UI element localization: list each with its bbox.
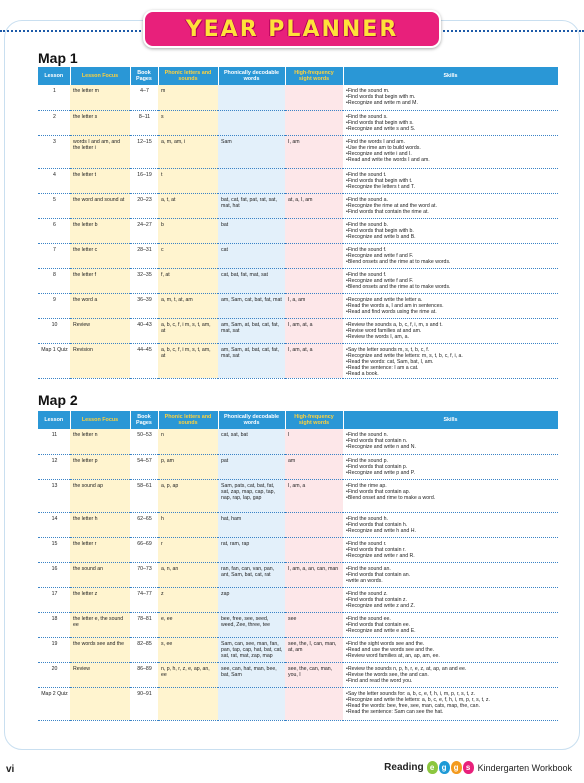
skill-item: • Recognize the rime at and the word at. (346, 203, 556, 209)
sight-words-cell: I, am (285, 135, 343, 168)
skill-item: • Recognize the letters t and T. (346, 184, 556, 190)
skill-item: • Review the words I, am, a. (346, 334, 556, 340)
phonic-letters-cell: c (158, 243, 218, 268)
skill-item: • Find the rime ap. (346, 483, 556, 489)
skills-cell (343, 318, 558, 343)
table-row (38, 318, 558, 343)
skill-item: • Recognize and write the letters: m, s, t, b, c, f, i, a. (346, 353, 556, 359)
lesson-focus-cell (70, 687, 130, 720)
sight-words-cell (285, 243, 343, 268)
lesson-focus-cell: Revision (70, 343, 130, 378)
lesson-focus-cell: the letter e, the sound ee (70, 612, 130, 637)
skill-item: • Find words that contain p. (346, 464, 556, 470)
table-row (38, 637, 558, 662)
brand-footer (384, 761, 572, 774)
lesson-number-cell: 8 (38, 268, 70, 293)
skills-cell (343, 562, 558, 587)
page-title: YEAR PLANNER (185, 16, 399, 42)
skill-item: • Recognize and write the letters: a, b, c, e, f, h, i, m, p, r, s, t, z. (346, 697, 556, 703)
skill-item: • Read and find words using the rime at. (346, 309, 556, 315)
book-pages-cell: 24–27 (130, 218, 158, 243)
table-row (38, 687, 558, 720)
decodable-words-cell: cat, sat, bat (218, 429, 285, 454)
decodable-words-cell: cat, bat, fat, mat, sat (218, 268, 285, 293)
sight-words-cell (285, 687, 343, 720)
book-pages-cell: 70–73 (130, 562, 158, 587)
lesson-focus-cell: Review (70, 662, 130, 687)
book-pages-cell: 12–15 (130, 135, 158, 168)
decodable-words-cell: Sam (218, 135, 285, 168)
skills-cell (343, 135, 558, 168)
skills-cell (343, 637, 558, 662)
skill-item: • Read a book. (346, 371, 556, 377)
skill-item: • Find the words I and am. (346, 139, 556, 145)
skill-item: • Recognize and write b and B. (346, 234, 556, 240)
table-row (38, 243, 558, 268)
lesson-number-cell: 7 (38, 243, 70, 268)
skill-item: • Blend onsets and the rime at to make words. (346, 284, 556, 290)
skill-item: • Read the sentence: Sam can see the hat. (346, 709, 556, 715)
phonic-letters-cell: s, ee (158, 637, 218, 662)
column-header: Phonically decodable words (218, 67, 285, 85)
book-pages-cell: 86–89 (130, 662, 158, 687)
book-pages-cell: 82–85 (130, 637, 158, 662)
skills-cell (343, 110, 558, 135)
sight-words-cell (285, 110, 343, 135)
book-pages-cell: 78–81 (130, 612, 158, 637)
skill-item: • Read the words a, I and am in sentences. (346, 303, 556, 309)
skill-item: • Find words that contain r. (346, 547, 556, 553)
skill-item: • Find the sound an. (346, 566, 556, 572)
skill-item: • Review word families at, an, ap, am, ee. (346, 653, 556, 659)
skill-item: • Recognize and write p and P. (346, 470, 556, 476)
title-banner (143, 10, 441, 48)
skills-cell (343, 268, 558, 293)
skill-item: • Read the words: cat, Sam, bat, I, am. (346, 359, 556, 365)
table-row (38, 612, 558, 637)
lesson-focus-cell: the letter t (70, 168, 130, 193)
sight-words-cell (285, 168, 343, 193)
skills-cell (343, 343, 558, 378)
sight-words-cell (285, 218, 343, 243)
sight-words-cell: at, a, I, am (285, 193, 343, 218)
table-row (38, 110, 558, 135)
phonic-letters-cell: a, n, an (158, 562, 218, 587)
skill-item: • Find the sound z. (346, 591, 556, 597)
phonic-letters-cell: b (158, 218, 218, 243)
decodable-words-cell: ran, fan, can, van, pan, ant, Sam, bat, cat, rat (218, 562, 285, 587)
lesson-number-cell: Map 1 Quiz (38, 343, 70, 378)
lesson-number-cell: 12 (38, 454, 70, 479)
skill-item: • Find the sound f. (346, 247, 556, 253)
decodable-words-cell: am, Sam, at, bat, cat, fat, mat, sat (218, 318, 285, 343)
skills-cell (343, 193, 558, 218)
skill-item: • Find words that contain n. (346, 438, 556, 444)
skill-item: • Recognize and write m and M. (346, 100, 556, 106)
lesson-number-cell: 3 (38, 135, 70, 168)
book-pages-cell: 50–53 (130, 429, 158, 454)
skill-item: • Read and write the words I and am. (346, 157, 556, 163)
phonic-letters-cell: z (158, 587, 218, 612)
sight-words-cell (285, 268, 343, 293)
phonic-letters-cell: n (158, 429, 218, 454)
decodable-words-cell (218, 168, 285, 193)
skill-item: • Recognize and write z and Z. (346, 603, 556, 609)
column-header: Book Pages (130, 67, 158, 85)
skill-item: • Use the rime am to build words. (346, 145, 556, 151)
lesson-number-cell: 2 (38, 110, 70, 135)
decodable-words-cell: see, can, hat, man, bee, bat, Sam (218, 662, 285, 687)
skill-item: • Revise word families at and am. (346, 328, 556, 334)
table-row (38, 293, 558, 318)
sight-words-cell: see, the, I, can, man, at, am (285, 637, 343, 662)
table-header-row (38, 411, 558, 429)
skill-item: • Find and read the word you. (346, 678, 556, 684)
sight-words-cell: I, am, a (285, 479, 343, 512)
skills-cell (343, 218, 558, 243)
lesson-focus-cell: the sound an (70, 562, 130, 587)
book-pages-cell: 28–31 (130, 243, 158, 268)
column-header: Phonic letters and sounds (158, 411, 218, 429)
phonic-letters-cell: t (158, 168, 218, 193)
lesson-number-cell: 11 (38, 429, 70, 454)
lesson-number-cell: 4 (38, 168, 70, 193)
decodable-words-cell (218, 85, 285, 110)
lesson-focus-cell: the word and sound at (70, 193, 130, 218)
skill-item: • Find words that contain h. (346, 522, 556, 528)
skills-cell (343, 293, 558, 318)
column-header: Phonic letters and sounds (158, 67, 218, 85)
egg-logo-letter: e (427, 761, 438, 774)
decodable-words-cell: cat (218, 243, 285, 268)
skills-cell (343, 687, 558, 720)
skill-item: • Find the sound s. (346, 114, 556, 120)
skills-cell (343, 243, 558, 268)
lesson-number-cell: 15 (38, 537, 70, 562)
skill-item: • Find words that begin with s. (346, 120, 556, 126)
book-pages-cell: 44–45 (130, 343, 158, 378)
table-row (38, 85, 558, 110)
skill-item: • Find the sight words see and the. (346, 641, 556, 647)
phonic-letters-cell: a, b, c, f, i m, s, t, am, at (158, 343, 218, 378)
lesson-focus-cell: the letter b (70, 218, 130, 243)
skill-item: • Read and use the words see and the. (346, 647, 556, 653)
book-pages-cell: 8–11 (130, 110, 158, 135)
skill-item: • Find the sound ee. (346, 616, 556, 622)
lesson-number-cell: 19 (38, 637, 70, 662)
lesson-focus-cell: the letter f (70, 268, 130, 293)
book-pages-cell: 20–23 (130, 193, 158, 218)
skill-item: • Find words that begin with b. (346, 228, 556, 234)
column-header: Lesson Focus (70, 411, 130, 429)
phonic-letters-cell: h (158, 512, 218, 537)
phonic-letters-cell: a, b, c, f, i m, s, t, am, at (158, 318, 218, 343)
decodable-words-cell: am, Sam, at, bat, cat, fat, mat, sat (218, 343, 285, 378)
book-pages-cell: 32–35 (130, 268, 158, 293)
skill-item: • Recognize and write s and S. (346, 126, 556, 132)
skill-item: • Recognize and write n and N. (346, 444, 556, 450)
lesson-focus-cell: the sound ap (70, 479, 130, 512)
lesson-number-cell: 6 (38, 218, 70, 243)
skill-item: • Blend onset and rime to make a word. (346, 495, 556, 501)
skill-item: • Find words that contain an. (346, 572, 556, 578)
lesson-number-cell: 17 (38, 587, 70, 612)
column-header: Lesson Focus (70, 67, 130, 85)
lesson-focus-cell: the letter p (70, 454, 130, 479)
sight-words-cell (285, 85, 343, 110)
egg-logo-letter: g (439, 761, 450, 774)
skill-item: • Recognize and write the letter a. (346, 297, 556, 303)
table-row (38, 562, 558, 587)
skill-item: • Read the sentence: I am a cat. (346, 365, 556, 371)
lesson-focus-cell: the letter s (70, 110, 130, 135)
lesson-number-cell: 10 (38, 318, 70, 343)
book-pages-cell: 54–57 (130, 454, 158, 479)
skill-item: • Recognize and write f and F. (346, 253, 556, 259)
decodable-words-cell (218, 687, 285, 720)
decodable-words-cell: Sam, pats, cat, bat, fat, sat, zap, map, cap, tap, nap, rap, lap, gap (218, 479, 285, 512)
phonic-letters-cell: r (158, 537, 218, 562)
skill-item: • Find the sound n. (346, 432, 556, 438)
decodable-words-cell: bat, cat, fat, pat, rat, sat, mat, hat (218, 193, 285, 218)
brand-word: Reading (384, 762, 424, 773)
sight-words-cell: I, a, am (285, 293, 343, 318)
column-header: Skills (343, 411, 558, 429)
lesson-focus-cell: the words see and the (70, 637, 130, 662)
column-header: High-frequency sight words (285, 411, 343, 429)
skill-item: • Say the letter sounds for: a, b, c, e, f, h, i, m, p, r, s, t, z. (346, 691, 556, 697)
decodable-words-cell: pat (218, 454, 285, 479)
lesson-number-cell: 20 (38, 662, 70, 687)
skill-item: • Recognize and write f and F. (346, 278, 556, 284)
lesson-number-cell: 18 (38, 612, 70, 637)
skill-item: • Recognize and write i and I. (346, 151, 556, 157)
phonic-letters-cell: a, p, ap (158, 479, 218, 512)
table-row (38, 662, 558, 687)
skill-item: • Find words that contain ee. (346, 622, 556, 628)
skills-cell (343, 85, 558, 110)
table-row (38, 268, 558, 293)
sight-words-cell: see (285, 612, 343, 637)
table-header-row (38, 67, 558, 85)
table-row (38, 454, 558, 479)
skill-item: • Recognize and write r and R. (346, 553, 556, 559)
decodable-words-cell (218, 110, 285, 135)
skill-item: • Blend onsets and the rime at to make words. (346, 259, 556, 265)
skills-cell (343, 168, 558, 193)
skills-cell (343, 479, 558, 512)
map-2-heading: Map 2 (38, 392, 78, 408)
skill-item: • Find the sound r. (346, 541, 556, 547)
table-row (38, 429, 558, 454)
skills-cell (343, 454, 558, 479)
skill-item: • Read the words: bee, free, see, man, cats, map, the, can. (346, 703, 556, 709)
table-row (38, 512, 558, 537)
skills-cell (343, 612, 558, 637)
lesson-number-cell: 13 (38, 479, 70, 512)
skill-item: • Review the sounds n, p, h, r, e, z, at, ap, an and ee. (346, 666, 556, 672)
lesson-focus-cell: the word a (70, 293, 130, 318)
phonic-letters-cell: f, at (158, 268, 218, 293)
column-header: High-frequency sight words (285, 67, 343, 85)
lesson-number-cell: 1 (38, 85, 70, 110)
sight-words-cell: see, the, can, man, you, I (285, 662, 343, 687)
phonic-letters-cell: p, am (158, 454, 218, 479)
skill-item: • Find the sound m. (346, 88, 556, 94)
book-pages-cell: 74–77 (130, 587, 158, 612)
lesson-focus-cell: the letter m (70, 85, 130, 110)
map-2-table (38, 411, 559, 721)
map-1-table (38, 67, 559, 379)
egg-logo-letter: g (451, 761, 462, 774)
book-pages-cell: 90–91 (130, 687, 158, 720)
column-header: Phonically decodable words (218, 411, 285, 429)
phonic-letters-cell (158, 687, 218, 720)
sight-words-cell: I, am, at, a (285, 343, 343, 378)
table-row (38, 168, 558, 193)
book-pages-cell: 40–43 (130, 318, 158, 343)
decodable-words-cell: bat (218, 218, 285, 243)
book-pages-cell: 36–39 (130, 293, 158, 318)
table-row (38, 479, 558, 512)
lesson-focus-cell: the letter z (70, 587, 130, 612)
phonic-letters-cell: s (158, 110, 218, 135)
table-row (38, 218, 558, 243)
book-pages-cell: 4–7 (130, 85, 158, 110)
map-1-heading: Map 1 (38, 50, 78, 66)
skill-item: • Find the sound b. (346, 222, 556, 228)
skill-item: • Find the sound t. (346, 172, 556, 178)
table-row (38, 135, 558, 168)
sight-words-cell: I, am, a, an, can, man (285, 562, 343, 587)
table-row (38, 587, 558, 612)
phonic-letters-cell: a, t, at (158, 193, 218, 218)
lesson-focus-cell: the letter h (70, 512, 130, 537)
skill-item: • Find the sound h. (346, 516, 556, 522)
column-header: Book Pages (130, 411, 158, 429)
phonic-letters-cell: n, p, h, r, z, e, ap, an, ee (158, 662, 218, 687)
decodable-words-cell: zap (218, 587, 285, 612)
skill-item: • Find the sound a. (346, 197, 556, 203)
decodable-words-cell: hat, ham (218, 512, 285, 537)
decodable-words-cell: rat, ram, rap (218, 537, 285, 562)
phonic-letters-cell: a, m, t, at, am (158, 293, 218, 318)
page-number: vi (6, 764, 15, 775)
skills-cell (343, 587, 558, 612)
skills-cell (343, 662, 558, 687)
column-header: Lesson (38, 67, 70, 85)
skill-item: • Find words that begin with m. (346, 94, 556, 100)
skill-item: • write an words. (346, 578, 556, 584)
skill-item: • Review the sounds a, b, c, f, i, m, s and t. (346, 322, 556, 328)
lesson-number-cell: 14 (38, 512, 70, 537)
lesson-number-cell: Map 2 Quiz (38, 687, 70, 720)
lesson-focus-cell: words I and am, and the letter i (70, 135, 130, 168)
lesson-focus-cell: the letter n (70, 429, 130, 454)
phonic-letters-cell: e, ee (158, 612, 218, 637)
decodable-words-cell: am, Sam, cat, bat, fat, mat (218, 293, 285, 318)
workbook-name: Kindergarten Workbook (477, 762, 572, 773)
table-row (38, 537, 558, 562)
skill-item: • Find words that contain z. (346, 597, 556, 603)
skill-item: • Find words that contain ap. (346, 489, 556, 495)
skill-item: • Find the sound p. (346, 458, 556, 464)
lesson-focus-cell: the letter c (70, 243, 130, 268)
skill-item: • Recognize and write h and H. (346, 528, 556, 534)
skill-item: • Find the sound f. (346, 272, 556, 278)
sight-words-cell: am (285, 454, 343, 479)
table-row (38, 193, 558, 218)
sight-words-cell (285, 587, 343, 612)
lesson-number-cell: 16 (38, 562, 70, 587)
skill-item: • Say the letter sounds m, s, t, b, c, f. (346, 347, 556, 353)
lesson-number-cell: 5 (38, 193, 70, 218)
lesson-focus-cell: Review (70, 318, 130, 343)
column-header: Skills (343, 67, 558, 85)
table-row (38, 343, 558, 378)
phonic-letters-cell: a, m, am, i (158, 135, 218, 168)
egg-logo-letter: s (463, 761, 474, 774)
book-pages-cell: 58–61 (130, 479, 158, 512)
skills-cell (343, 537, 558, 562)
skills-cell (343, 512, 558, 537)
skill-item: • Find words that begin with t. (346, 178, 556, 184)
lesson-focus-cell: the letter r (70, 537, 130, 562)
skills-cell (343, 429, 558, 454)
column-header: Lesson (38, 411, 70, 429)
phonic-letters-cell: m (158, 85, 218, 110)
book-pages-cell: 16–19 (130, 168, 158, 193)
decodable-words-cell: Sam, can, see, man, fan, pan, tap, cap, hat, bat, cat, sat, rat, mat, zap, map (218, 637, 285, 662)
sight-words-cell (285, 512, 343, 537)
skill-item: • Revise the words see, the and can. (346, 672, 556, 678)
book-pages-cell: 62–65 (130, 512, 158, 537)
sight-words-cell (285, 537, 343, 562)
sight-words-cell: I, am, at, a (285, 318, 343, 343)
lesson-number-cell: 9 (38, 293, 70, 318)
decodable-words-cell: bee, free, see, seed, weed, Zee, three, tee (218, 612, 285, 637)
skill-item: • Recognize and write e and E. (346, 628, 556, 634)
book-pages-cell: 66–69 (130, 537, 158, 562)
sight-words-cell: I (285, 429, 343, 454)
skill-item: • Find words that contain the rime at. (346, 209, 556, 215)
